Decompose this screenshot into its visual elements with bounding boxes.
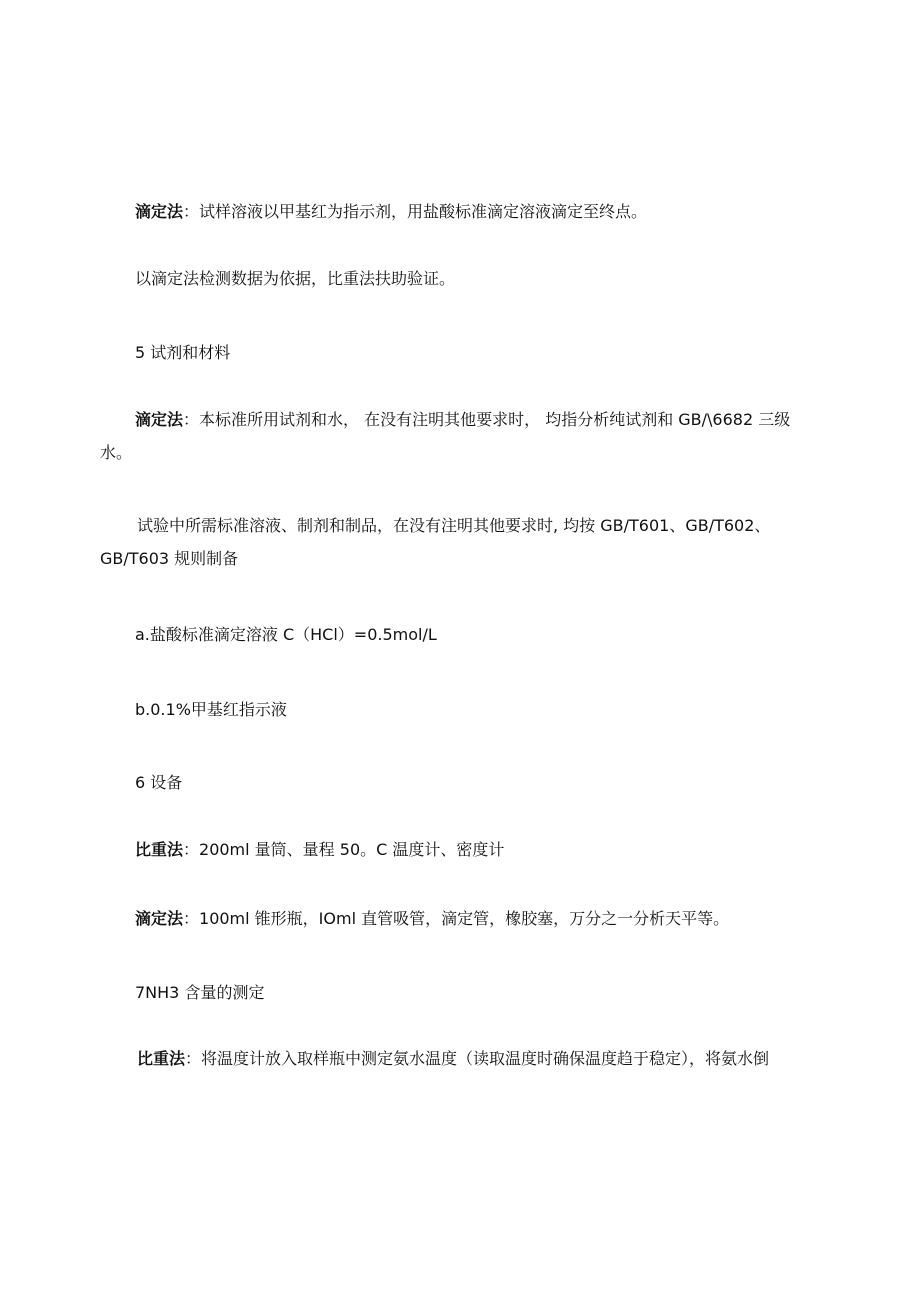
paragraph-text: 试验中所需标准溶液、制剂和制品，在没有注明其他要求时, 均按 GB/T601、GB/T602、 — [137, 516, 771, 535]
heading-text: 6 设备 — [135, 773, 183, 792]
list-item-text: a.盐酸标准滴定溶液 C（HCl）=0.5mol/L — [135, 625, 437, 644]
paragraph-text: ：将温度计放入取样瓶中测定氨水温度（读取温度时确保温度趋于稳定），将氨水倒 — [185, 1049, 770, 1068]
method-label: 比重法 — [135, 840, 184, 859]
paragraph-text: ：100ml 锥形瓶，IOml 直管吸管，滴定管，橡胶塞，万分之一分析天平等。 — [183, 909, 730, 928]
section-heading-6 — [135, 773, 182, 793]
paragraph-text: GB/T603 规则制备 — [100, 549, 239, 568]
paragraph-text: 水。 — [100, 443, 133, 462]
heading-text: 5 试剂和材料 — [135, 343, 231, 362]
method-label: 滴定法 — [135, 410, 184, 429]
list-item-a — [135, 625, 437, 645]
paragraph-text: ：本标准所用试剂和水， 在没有注明其他要求时， 均指分析纯试剂和 GB/\6682 三级 — [183, 410, 791, 429]
paragraph-titration-equipment — [135, 909, 729, 929]
paragraph-standard-solutions-line2 — [100, 549, 238, 569]
paragraph-text: 以滴定法检测数据为依据，比重法扶助验证。 — [135, 269, 456, 288]
paragraph-text: ：试样溶液以甲基红为指示剂，用盐酸标准滴定溶液滴定至终点。 — [183, 202, 648, 221]
paragraph-text: ：200ml 量筒、量程 50。C 温度计、密度计 — [183, 840, 505, 859]
method-label: 滴定法 — [135, 202, 184, 221]
paragraph-reagents-line2 — [100, 443, 132, 463]
paragraph-titration-principle — [135, 202, 647, 222]
paragraph-gravimetric-equipment — [135, 840, 504, 860]
heading-text: 7NH3 含量的测定 — [135, 983, 265, 1002]
list-item-text: b.0.1%甲基红指示液 — [135, 700, 287, 719]
paragraph-basis — [135, 269, 455, 289]
method-label: 滴定法 — [135, 909, 184, 928]
paragraph-reagents-line1 — [135, 410, 790, 430]
section-heading-7 — [135, 983, 264, 1003]
method-label: 比重法 — [137, 1049, 186, 1068]
paragraph-gravimetric-procedure — [137, 1049, 769, 1069]
section-heading-5 — [135, 343, 230, 363]
paragraph-standard-solutions-line1 — [137, 516, 770, 536]
list-item-b — [135, 700, 287, 720]
